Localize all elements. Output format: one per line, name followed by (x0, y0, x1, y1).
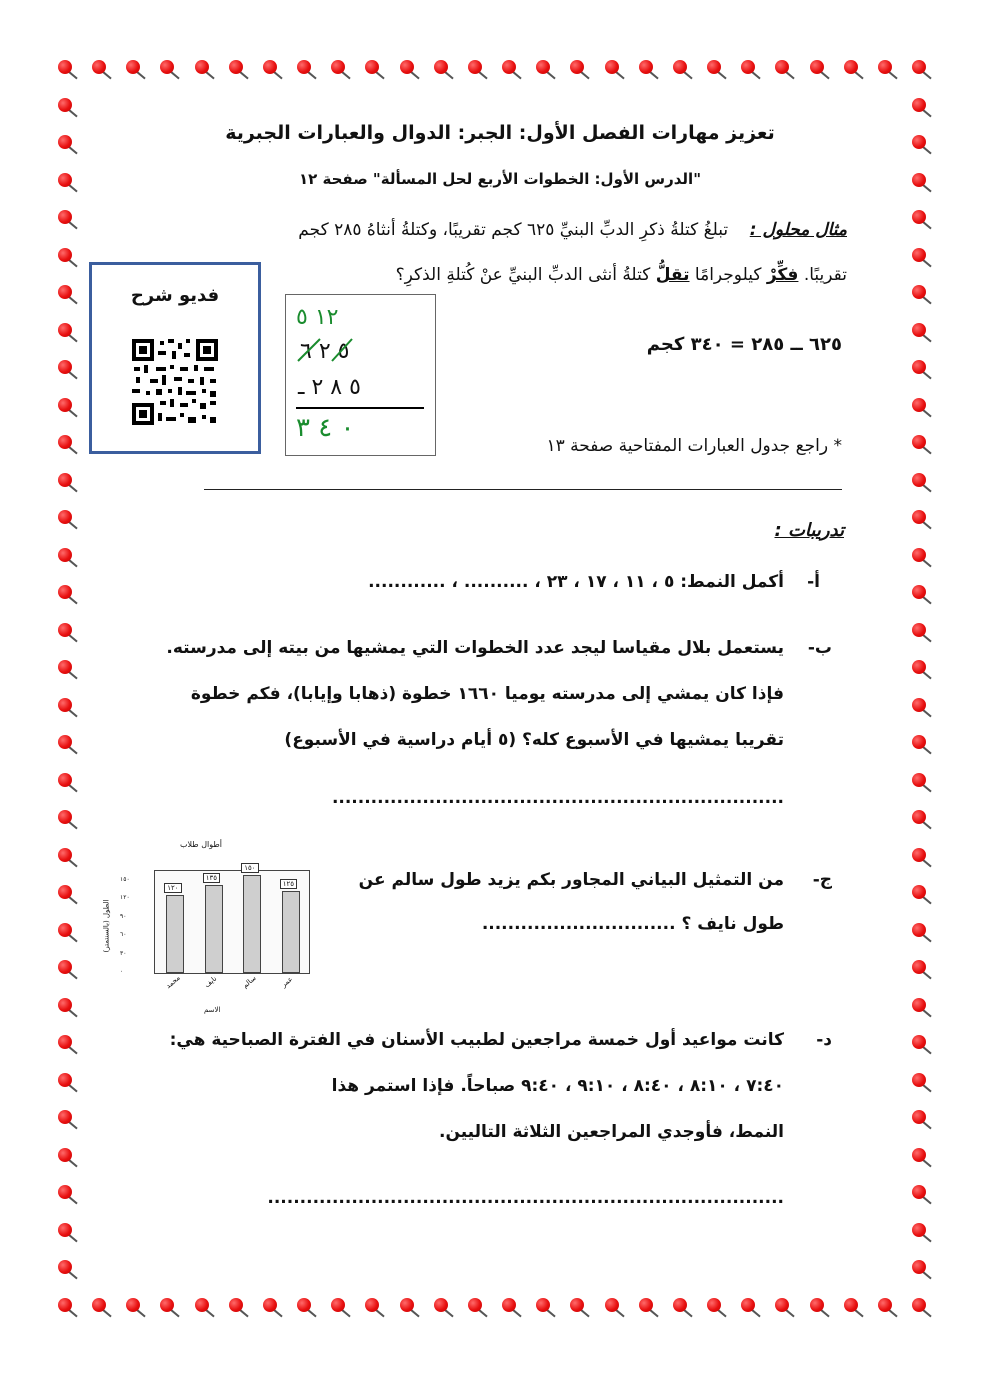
example-line-2 (287, 265, 847, 285)
question-a-letter: أ- (807, 572, 820, 592)
question-b-answer-line[interactable]: ...................................................................... (331, 788, 784, 808)
chart-title: أطوال طلاب (180, 840, 222, 849)
border-dot (195, 60, 209, 74)
border-dot (878, 1298, 892, 1312)
border-dot (639, 60, 653, 74)
border-dot (844, 1298, 858, 1312)
border-dot (263, 60, 277, 74)
border-dot (400, 1298, 414, 1312)
border-dot (502, 60, 516, 74)
border-dot (297, 60, 311, 74)
border-dot (912, 848, 926, 862)
border-dot (912, 1073, 926, 1087)
border-dot (58, 848, 72, 862)
question-b-line-2: فإذا كان يمشي إلى مدرسته يوميا ١٦٦٠ خطوة (ذهابا وإيابا)، فكم خطوة (190, 684, 784, 704)
border-dot (229, 60, 243, 74)
less-word: تقلُّ (655, 265, 690, 285)
border-dot (400, 60, 414, 74)
border-dot (639, 1298, 653, 1312)
border-dot (912, 323, 926, 337)
lesson-subtitle: "الدرس الأول: الخطوات الأربع لحل المسألة" صفحة ١٢ (298, 170, 702, 188)
border-dot (912, 398, 926, 412)
border-dot (58, 998, 72, 1012)
chart-category-label: نايف (202, 974, 219, 990)
border-dot (58, 173, 72, 187)
border-dot (502, 1298, 516, 1312)
border-dot (58, 210, 72, 224)
question-d-letter: د- (816, 1030, 832, 1050)
border-dot (58, 248, 72, 262)
example-text-2a: تقريبًا. (803, 265, 847, 285)
border-dot (912, 923, 926, 937)
question-c-line-1: من التمثيل البياني المجاور بكم يزيد طول سالم عن (358, 870, 784, 890)
border-dot (673, 1298, 687, 1312)
border-dot (912, 248, 926, 262)
border-dot (912, 1148, 926, 1162)
border-dot (605, 60, 619, 74)
work-row-2: ٥ ٨ ٢ ـ (298, 375, 361, 400)
border-dot (58, 98, 72, 112)
chart-value-label: ١٣٥ (203, 873, 220, 883)
video-label: فديو شرح (130, 285, 220, 306)
border-dot (605, 1298, 619, 1312)
border-dot (810, 1298, 824, 1312)
border-dot (58, 360, 72, 374)
chart-bar-1 (282, 891, 300, 973)
think-word: فكِّرْ (766, 265, 799, 285)
border-dot (844, 60, 858, 74)
border-dot (912, 1223, 926, 1237)
example-text-2b: كيلوجرامًا (694, 265, 762, 285)
example-text-2c: كتلةُ أنثى الدبِّ البنيِّ عنْ كُتلةِ الذكرِ؟ (395, 265, 651, 285)
keyword-note: * راجع جدول العبارات المفتاحية صفحة ١٣ (546, 436, 842, 456)
chart-value-label: ١٥٠ (241, 863, 258, 873)
chart-ylabel: الطول (بالسنتمتر) (102, 899, 111, 953)
border-dot (229, 1298, 243, 1312)
border-dot (912, 210, 926, 224)
work-carry: ١٢ ٥ (296, 305, 339, 330)
border-dot (263, 1298, 277, 1312)
border-dot (297, 1298, 311, 1312)
chart-y-tick-label: ١٥٠ (120, 876, 130, 883)
border-dot (58, 1073, 72, 1087)
chart-value-label: ١٢٠ (164, 883, 181, 893)
chart-bar-3 (205, 885, 223, 973)
question-d-line-1: كانت مواعيد أول خمسة مراجعين لطبيب الأسنان في الفترة الصباحية هي: (169, 1030, 784, 1050)
border-dot (912, 1298, 926, 1312)
practice-heading: تدريبات : (774, 520, 844, 541)
height-chart (98, 840, 310, 1020)
border-dot (58, 698, 72, 712)
border-dot (912, 773, 926, 787)
border-dot (58, 285, 72, 299)
border-dot (912, 98, 926, 112)
chart-y-tick-label: ٣٠ (120, 949, 127, 957)
border-dot (58, 923, 72, 937)
work-row-1: ٥ ٢ ٦ (300, 339, 350, 364)
chart-y-ticks (120, 876, 138, 975)
border-dot (912, 173, 926, 187)
border-dot (58, 60, 72, 74)
work-result: ٠ ٤ ٣ (296, 413, 355, 443)
border-dot (912, 285, 926, 299)
border-dot (58, 773, 72, 787)
chart-y-tick-label: ٠ (120, 968, 124, 975)
border-dot (912, 135, 926, 149)
video-box[interactable] (89, 262, 261, 454)
question-c-line-2: طول نايف ؟ .............................. (481, 914, 784, 934)
question-b-line-3: تقريبا يمشيها في الأسبوع كله؟ (٥ أيام دراسية في الأسبوع) (284, 730, 784, 750)
border-dot (810, 60, 824, 74)
question-d-line-3: النمط، فأوجدي المراجعين الثلاثة التاليين. (438, 1122, 784, 1142)
chart-xlabel: الاسم (204, 1006, 221, 1014)
chart-category-label: عمر (279, 975, 295, 989)
equation: ٦٢٥ ــ ٢٨٥ = ٣٤٠ كجم (646, 334, 842, 355)
border-dot (878, 60, 892, 74)
border-dot (58, 135, 72, 149)
border-dot (707, 1298, 721, 1312)
question-b-letter: ب- (807, 638, 832, 658)
border-dot (58, 1223, 72, 1237)
border-dot (912, 698, 926, 712)
chart-y-tick-label: ٦٠ (120, 931, 127, 939)
question-b-line-1: يستعمل بلال مقياسا ليجد عدد الخطوات التي يمشيها من بيته إلى مدرسته. (166, 638, 784, 658)
page-title: تعزيز مهارات الفصل الأول: الجبر: الدوال والعبارات الجبرية (225, 122, 775, 144)
chart-y-tick-label: ١٢٠ (120, 894, 130, 902)
border-dot (912, 623, 926, 637)
border-dot (58, 623, 72, 637)
question-d-line-2: ٧:٤٠ ، ٨:١٠ ، ٨:٤٠ ، ٩:١٠ ، ٩:٤٠ صباحاً. فإذا استمر هذا (331, 1076, 784, 1096)
border-dot (912, 548, 926, 562)
example-label: مثال محلول : (749, 220, 847, 240)
border-dot (468, 60, 482, 74)
border-dot (912, 60, 926, 74)
border-dot (468, 1298, 482, 1312)
border-dot (912, 998, 926, 1012)
border-dot (707, 60, 721, 74)
chart-bar-2 (243, 875, 261, 973)
qr-code-icon[interactable] (130, 337, 220, 427)
chart-y-tick-label: ٩٠ (120, 912, 127, 920)
chart-x-categories (154, 974, 308, 998)
border-dot (195, 1298, 209, 1312)
question-c-letter: ج- (812, 870, 832, 890)
border-dot (58, 1148, 72, 1162)
question-a-text: أكمل النمط: ٥ ، ١١ ، ١٧ ، ٢٣ ، .......... ، ............ (368, 572, 784, 592)
border-dot (58, 323, 72, 337)
work-box (285, 294, 436, 456)
divider (204, 489, 842, 490)
border-dot (58, 1298, 72, 1312)
chart-category-label: محمد (164, 973, 182, 991)
chart-bar-4 (166, 895, 184, 974)
chart-category-label: سالم (241, 974, 258, 990)
border-dot (58, 473, 72, 487)
example-line-1 (147, 220, 847, 240)
chart-value-label: ١٢٥ (280, 879, 297, 889)
question-d-answer-line[interactable]: ................................................................................ (267, 1188, 784, 1208)
border-dot (673, 60, 687, 74)
chart-plot-area (154, 864, 310, 974)
border-dot (912, 360, 926, 374)
border-dot (434, 1298, 448, 1312)
example-text-1: تبلغُ كتلةُ ذكرِ الدبِّ البنيِّ ٦٢٥ كجم تقريبًا، وكتلةُ أنثاهُ ٢٨٥ كجم (298, 220, 729, 240)
border-dot (58, 398, 72, 412)
border-dot (912, 473, 926, 487)
border-dot (434, 60, 448, 74)
border-dot (58, 548, 72, 562)
